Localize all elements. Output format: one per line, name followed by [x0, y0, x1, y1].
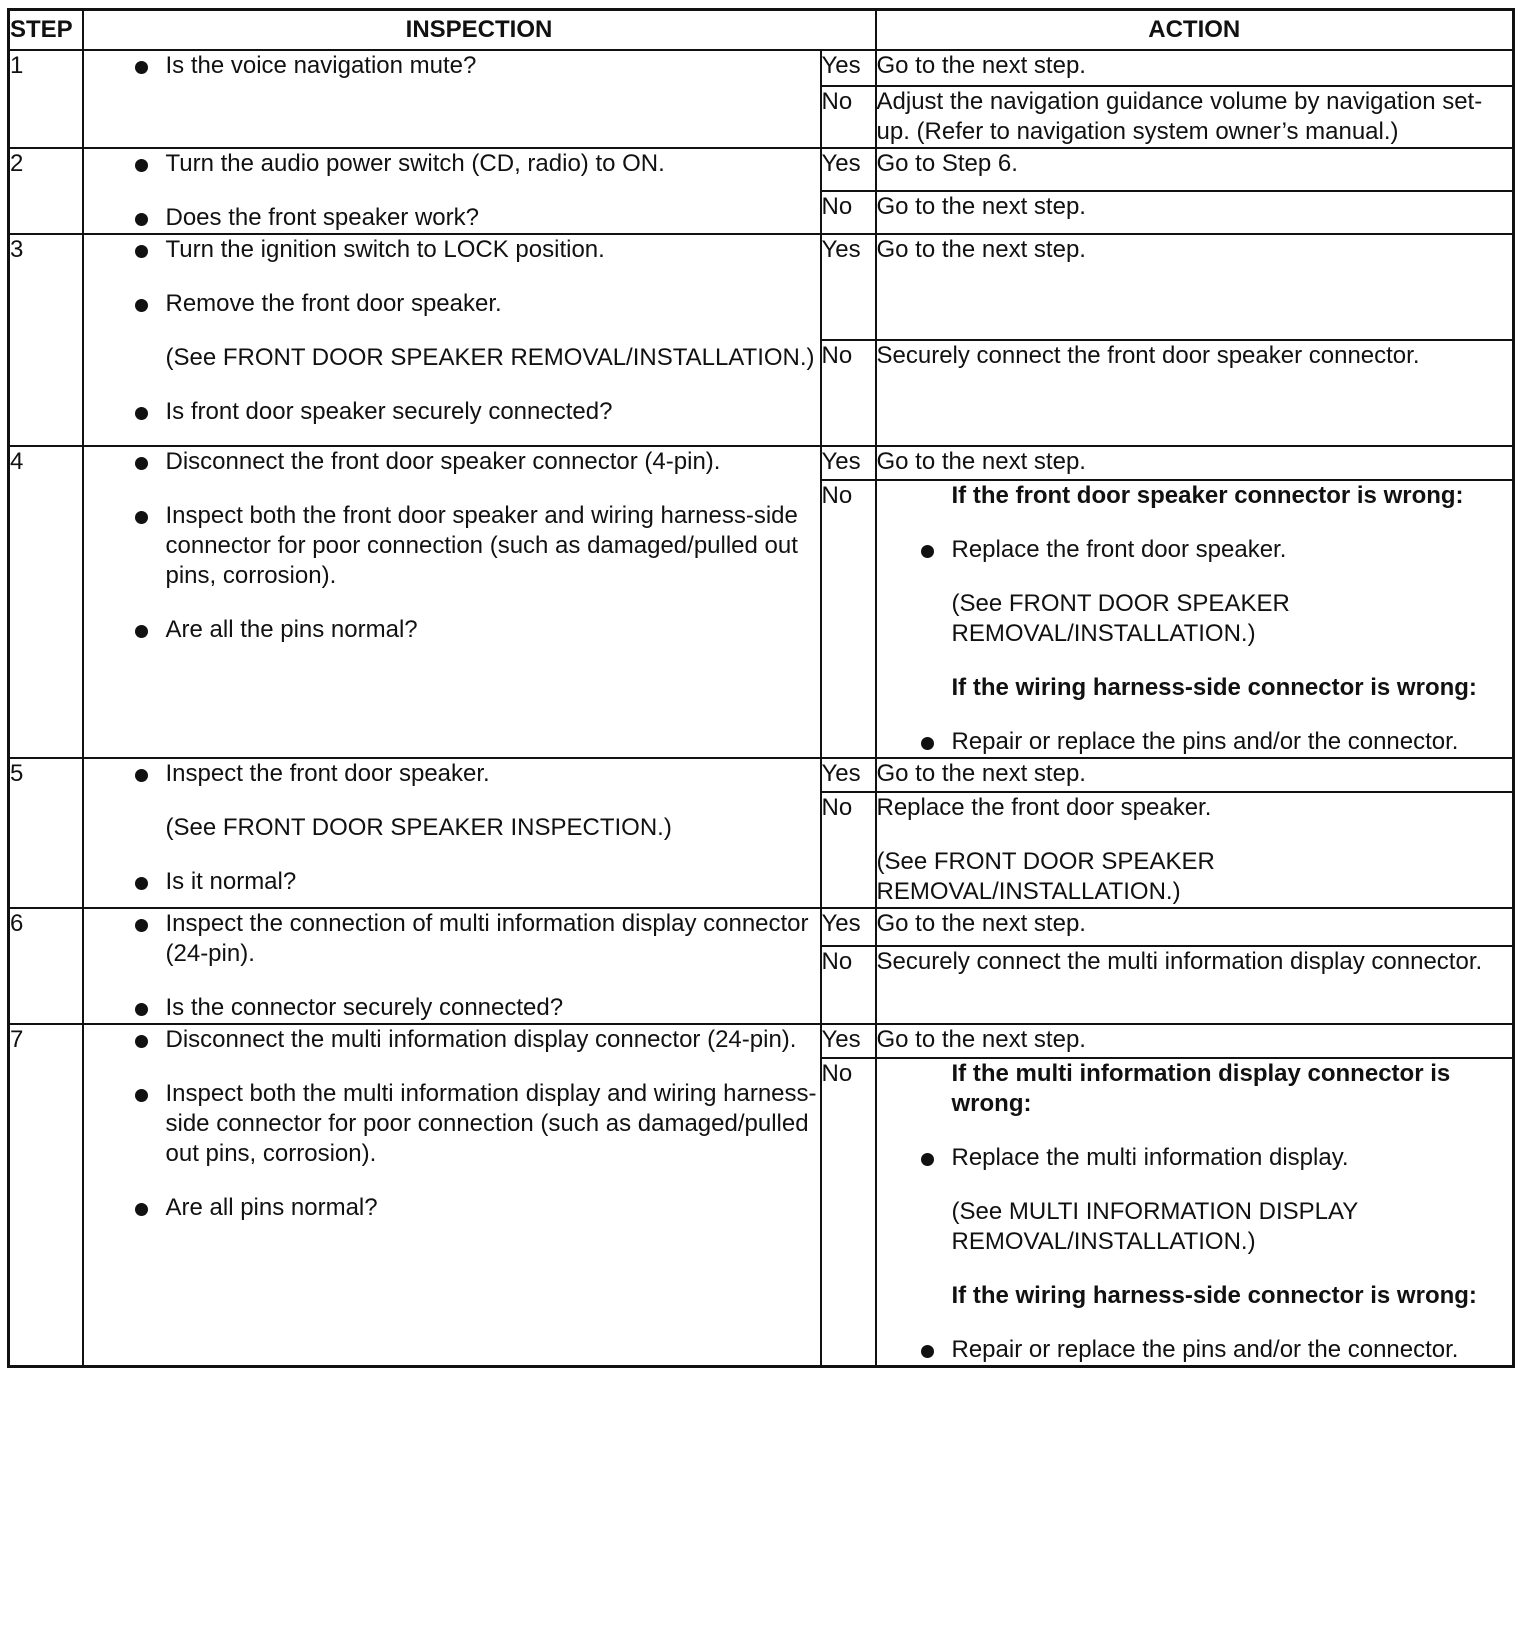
table-row — [9, 148, 1514, 191]
yes-label: Yes — [821, 758, 876, 792]
troubleshooting-sheet — [7, 8, 1512, 1368]
inspection-note: (See FRONT DOOR SPEAKER INSPECTION.) — [165, 814, 672, 841]
diagnostic-table — [7, 8, 1515, 1368]
bullet-icon — [135, 625, 148, 638]
inspection-cell — [83, 148, 821, 234]
bullet-icon — [135, 1035, 148, 1048]
yes-action: Go to the next step. — [876, 1024, 1514, 1058]
no-label: No — [821, 191, 876, 234]
bullet-icon — [135, 1203, 148, 1216]
no-label: No — [821, 86, 876, 148]
inspection-cell — [83, 234, 821, 446]
header-action: ACTION — [876, 10, 1514, 51]
inspection-cell — [83, 1024, 821, 1367]
bullet-icon — [135, 245, 148, 258]
inspection-item: Turn the ignition switch to LOCK position. — [165, 236, 605, 263]
no-label: No — [821, 946, 876, 1024]
no-label: No — [821, 480, 876, 758]
no-action: Replace the front door speaker. — [876, 794, 1212, 821]
inspection-item: Turn the audio power switch (CD, radio) to ON. — [165, 150, 665, 177]
remedy-item: Replace the multi information display. — [951, 1144, 1349, 1171]
inspection-item: Is it normal? — [165, 868, 297, 895]
condition-heading: If the wiring harness-side connector is wrong: — [951, 674, 1477, 701]
inspection-item: Is the connector securely connected? — [165, 994, 564, 1021]
step-number: 2 — [9, 148, 83, 234]
inspection-item: Inspect both the front door speaker and wiring harness-side connector for poor connection (such as damaged/pulled out pins, corrosion). — [165, 502, 798, 589]
inspection-item: Are all pins normal? — [165, 1194, 378, 1221]
yes-label: Yes — [821, 908, 876, 946]
inspection-cell — [83, 446, 821, 758]
header-row — [9, 10, 1514, 51]
no-action: Securely connect the multi information display connector. — [876, 946, 1514, 1024]
condition-heading: If the wiring harness-side connector is wrong: — [951, 1282, 1477, 1309]
inspection-item: Inspect the front door speaker. — [165, 760, 490, 787]
step-number: 6 — [9, 908, 83, 1024]
yes-action: Go to the next step. — [876, 446, 1514, 480]
inspection-item: Are all the pins normal? — [165, 616, 418, 643]
bullet-icon — [921, 1153, 934, 1166]
remedy-reference: (See FRONT DOOR SPEAKER REMOVAL/INSTALLATION.) — [951, 590, 1290, 647]
remedy-item: Replace the front door speaker. — [951, 536, 1287, 563]
remedy-item: Repair or replace the pins and/or the connector. — [951, 728, 1459, 755]
inspection-cell — [83, 908, 821, 1024]
bullet-icon — [135, 457, 148, 470]
no-action: Go to the next step. — [876, 191, 1514, 234]
remedy-item: Repair or replace the pins and/or the connector. — [951, 1336, 1459, 1363]
bullet-icon — [135, 299, 148, 312]
bullet-icon — [135, 61, 148, 74]
no-action-block — [876, 480, 1514, 758]
bullet-icon — [135, 511, 148, 524]
bullet-icon — [135, 877, 148, 890]
bullet-icon — [921, 1345, 934, 1358]
table-row — [9, 1024, 1514, 1058]
yes-label: Yes — [821, 1024, 876, 1058]
yes-label: Yes — [821, 50, 876, 86]
table-row — [9, 446, 1514, 480]
bullet-icon — [135, 407, 148, 420]
inspection-item: Disconnect the multi information display connector (24-pin). — [165, 1026, 797, 1053]
yes-label: Yes — [821, 148, 876, 191]
table-row — [9, 758, 1514, 792]
step-number: 4 — [9, 446, 83, 758]
inspection-item: Inspect the connection of multi information display connector (24-pin). — [165, 910, 809, 967]
no-label: No — [821, 340, 876, 446]
condition-heading: If the multi information display connector is wrong: — [951, 1060, 1451, 1117]
inspection-item: Is front door speaker securely connected? — [165, 398, 613, 425]
bullet-icon — [135, 1089, 148, 1102]
inspection-item: Inspect both the multi information display and wiring harness-side connector for poor connection (such as damaged/pulled out pins, corrosion). — [165, 1080, 817, 1167]
condition-heading: If the front door speaker connector is wrong: — [951, 482, 1464, 509]
remedy-reference: (See FRONT DOOR SPEAKER REMOVAL/INSTALLATION.) — [876, 848, 1215, 905]
yes-label: Yes — [821, 446, 876, 480]
yes-label: Yes — [821, 234, 876, 340]
yes-action: Go to the next step. — [876, 758, 1514, 792]
no-action-block — [876, 792, 1514, 908]
no-label: No — [821, 1058, 876, 1367]
inspection-note: (See FRONT DOOR SPEAKER REMOVAL/INSTALLATION.) — [165, 344, 815, 371]
inspection-item: Does the front speaker work? — [165, 204, 479, 231]
yes-action: Go to the next step. — [876, 234, 1514, 340]
bullet-icon — [135, 919, 148, 932]
step-number: 5 — [9, 758, 83, 908]
no-action-block — [876, 1058, 1514, 1367]
table-row — [9, 234, 1514, 340]
table-row — [9, 50, 1514, 86]
bullet-icon — [135, 159, 148, 172]
remedy-reference: (See MULTI INFORMATION DISPLAY REMOVAL/INSTALLATION.) — [951, 1198, 1358, 1255]
bullet-icon — [135, 769, 148, 782]
inspection-item: Remove the front door speaker. — [165, 290, 502, 317]
bullet-icon — [135, 213, 148, 226]
inspection-item: Is the voice navigation mute? — [165, 52, 477, 79]
step-number: 1 — [9, 50, 83, 148]
inspection-cell — [83, 50, 821, 148]
bullet-icon — [921, 545, 934, 558]
inspection-item: Disconnect the front door speaker connector (4-pin). — [165, 448, 721, 475]
inspection-cell — [83, 758, 821, 908]
no-label: No — [821, 792, 876, 908]
table-row — [9, 908, 1514, 946]
no-action: Adjust the navigation guidance volume by navigation set-up. (Refer to navigation system owner’s manual.) — [876, 86, 1514, 148]
no-action: Securely connect the front door speaker connector. — [876, 340, 1514, 446]
step-number: 3 — [9, 234, 83, 446]
header-step: STEP — [9, 10, 83, 51]
bullet-icon — [921, 737, 934, 750]
header-inspection: INSPECTION — [83, 10, 876, 51]
yes-action: Go to the next step. — [876, 908, 1514, 946]
step-number: 7 — [9, 1024, 83, 1367]
yes-action: Go to Step 6. — [876, 148, 1514, 191]
yes-action: Go to the next step. — [876, 50, 1514, 86]
bullet-icon — [135, 1003, 148, 1016]
